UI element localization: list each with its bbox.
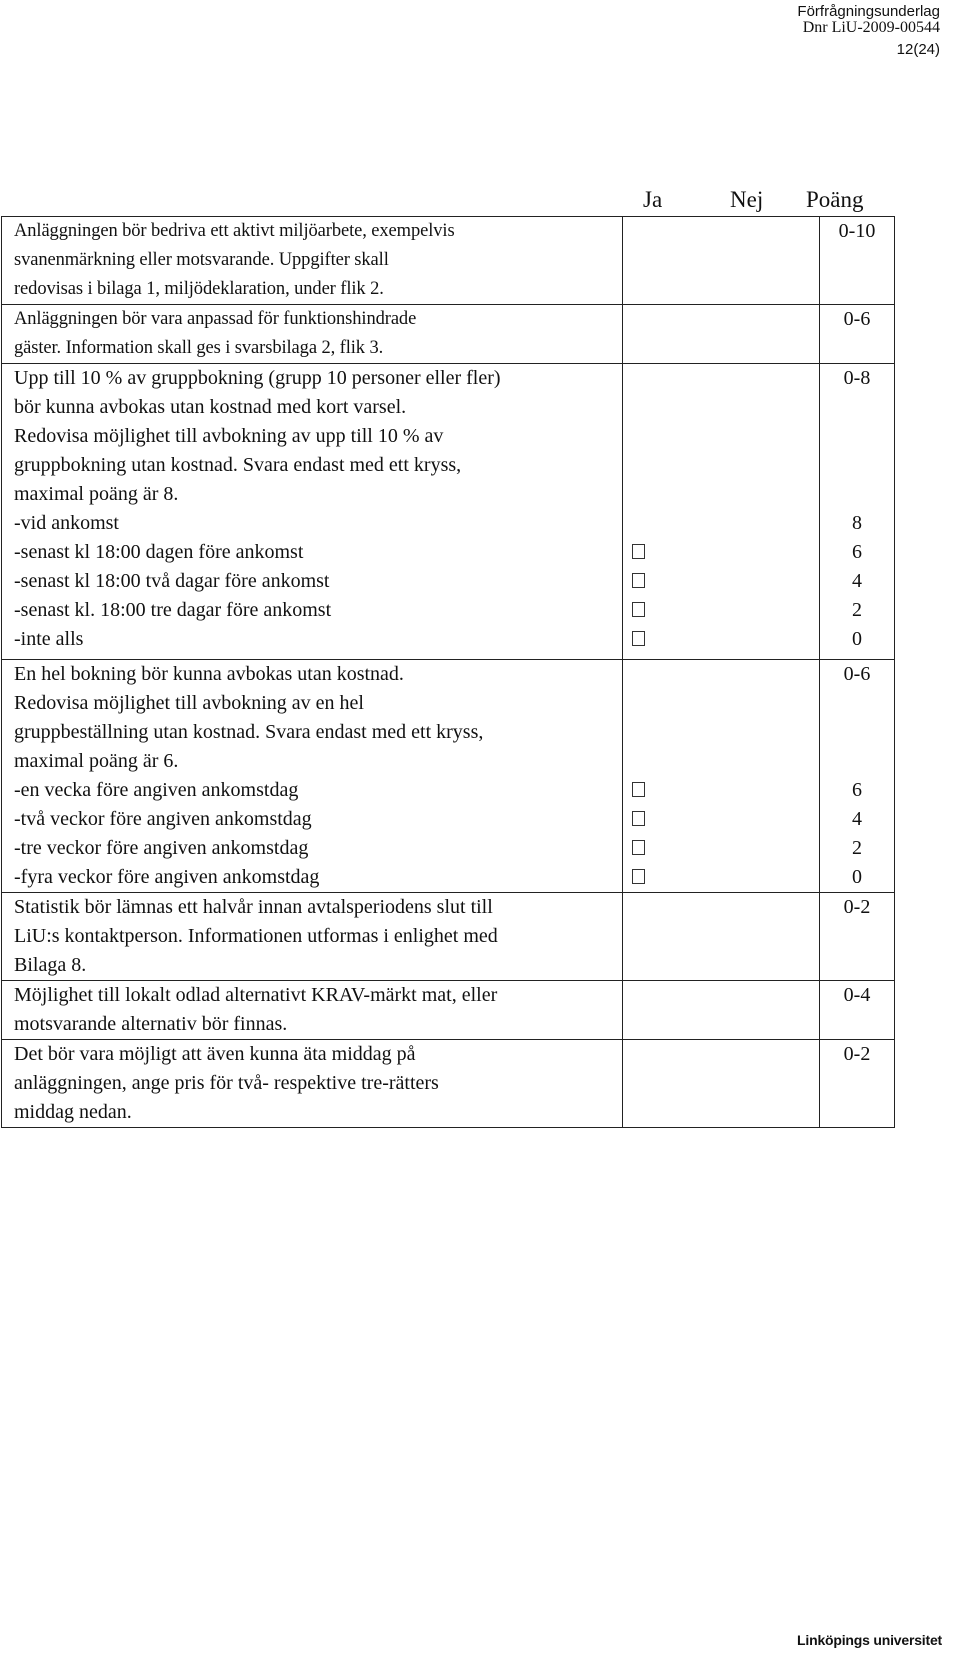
option-points: 6 (852, 779, 862, 801)
text-line: Statistik bör lämnas ett halvår innan avtalsperiodens slut till (14, 896, 493, 918)
answer-cell (623, 660, 820, 893)
text-line: motsvarande alternativ bör finnas. (14, 1013, 288, 1035)
option-label: -två veckor före angiven ankomstdag (14, 808, 312, 830)
answer-cell[interactable] (623, 305, 820, 364)
checkbox-option[interactable] (632, 602, 645, 617)
option-label: -tre veckor före angiven ankomstdag (14, 837, 309, 859)
option-points: 8 (852, 512, 862, 534)
page-number: 12(24) (896, 41, 940, 58)
answer-cell[interactable] (623, 893, 820, 981)
document-type: Förfrågningsunderlag (797, 3, 940, 20)
text-line: middag nedan. (14, 1101, 132, 1123)
points-cell (820, 364, 895, 660)
checkbox-option[interactable] (632, 869, 645, 884)
text-line: Redovisa möjlighet till avbokning av upp till 10 % av (14, 425, 444, 447)
column-header-ja: Ja (643, 187, 663, 212)
text-line: anläggningen, ange pris för två- respektive tre-rätters (14, 1072, 439, 1094)
points-cell (820, 660, 895, 893)
text-line: Det bör vara möjligt att även kunna äta middag på (14, 1043, 416, 1065)
option-points: 4 (852, 808, 862, 830)
table-row (2, 660, 895, 893)
points-cell (820, 981, 895, 1040)
table-row (2, 364, 895, 660)
option-points: 4 (852, 570, 862, 592)
text-line: Anläggningen bör vara anpassad för funktionshindrade (14, 309, 417, 329)
requirement-text (2, 1040, 623, 1128)
option-label: -senast kl 18:00 dagen före ankomst (14, 541, 304, 563)
text-line: Möjlighet till lokalt odlad alternativt KRAV-märkt mat, eller (14, 984, 498, 1006)
option-points: 0 (852, 866, 862, 888)
points-value: 0-6 (843, 663, 871, 685)
table-row (2, 893, 895, 981)
points-value: 0-4 (843, 984, 871, 1006)
requirement-text (2, 893, 623, 981)
requirement-text (2, 660, 623, 893)
text-line: gäster. Information skall ges i svarsbilaga 2, flik 3. (14, 338, 384, 358)
option-label: -senast kl. 18:00 tre dagar före ankomst (14, 599, 332, 621)
text-line: Upp till 10 % av gruppbokning (grupp 10 personer eller fler) (14, 367, 501, 389)
points-cell (820, 1040, 895, 1128)
requirement-text (2, 364, 623, 660)
checkbox-option[interactable] (632, 631, 645, 646)
checkbox-option[interactable] (632, 544, 645, 559)
registration-number: Dnr LiU-2009-00544 (802, 19, 940, 36)
table-row (2, 981, 895, 1040)
points-value: 0-6 (843, 308, 871, 330)
points-value: 0-2 (843, 1043, 871, 1065)
answer-cell[interactable] (623, 981, 820, 1040)
option-label: -inte alls (14, 628, 84, 650)
table-row (2, 217, 895, 305)
university-logo: Linköpings universitet (797, 1632, 942, 1648)
option-label: -fyra veckor före angiven ankomstdag (14, 866, 320, 888)
text-line: redovisas i bilaga 1, miljödeklaration, under flik 2. (14, 279, 384, 299)
checkbox-option[interactable] (632, 573, 645, 588)
checkbox-option[interactable] (632, 811, 645, 826)
checkbox-option[interactable] (632, 840, 645, 855)
checkbox-option[interactable] (632, 782, 645, 797)
option-points: 6 (852, 541, 862, 563)
requirement-text (2, 981, 623, 1040)
option-label: -senast kl 18:00 två dagar före ankomst (14, 570, 330, 592)
answer-cell[interactable] (623, 1040, 820, 1128)
requirements-table (1, 216, 895, 1128)
option-points: 0 (852, 628, 862, 650)
table-row (2, 305, 895, 364)
text-line: En hel bokning bör kunna avbokas utan kostnad. (14, 663, 404, 685)
points-cell (820, 305, 895, 364)
text-line: maximal poäng är 8. (14, 483, 179, 505)
text-line: maximal poäng är 6. (14, 750, 179, 772)
points-cell (820, 217, 895, 305)
text-line: Anläggningen bör bedriva ett aktivt miljöarbete, exempelvis (14, 221, 455, 241)
requirement-text (2, 305, 623, 364)
requirement-text (2, 217, 623, 305)
text-line: Bilaga 8. (14, 954, 87, 976)
text-line: Redovisa möjlighet till avbokning av en hel (14, 692, 364, 714)
option-label: -en vecka före angiven ankomstdag (14, 779, 299, 801)
text-line: gruppbokning utan kostnad. Svara endast med ett kryss, (14, 454, 462, 476)
points-value: 0-8 (843, 367, 871, 389)
column-header-nej: Nej (730, 187, 764, 212)
points-value: 0-10 (838, 220, 876, 242)
table-row (2, 1040, 895, 1128)
text-line: bör kunna avbokas utan kostnad med kort varsel. (14, 396, 407, 418)
answer-cell (623, 364, 820, 660)
text-line: gruppbeställning utan kostnad. Svara endast med ett kryss, (14, 721, 484, 743)
option-points: 2 (852, 599, 862, 621)
points-cell (820, 893, 895, 981)
option-label: -vid ankomst (14, 512, 119, 534)
column-header-poang: Poäng (806, 187, 864, 212)
text-line: LiU:s kontaktperson. Informationen utformas i enlighet med (14, 925, 498, 947)
answer-cell[interactable] (623, 217, 820, 305)
option-points: 2 (852, 837, 862, 859)
text-line: svanenmärkning eller motsvarande. Uppgifter skall (14, 250, 389, 270)
points-value: 0-2 (843, 896, 871, 918)
